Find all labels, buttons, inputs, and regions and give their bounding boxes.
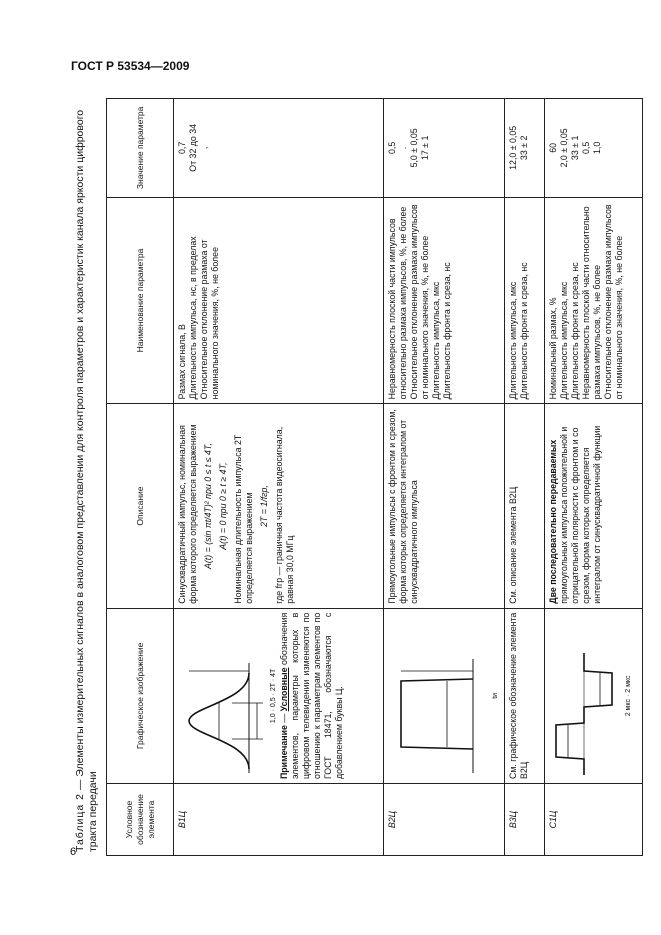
desc-text: Номинальная длительность импульса 2T определяется выражением (233, 434, 254, 604)
row-parameters (545, 197, 643, 404)
row-code: В1Ц (174, 784, 384, 856)
graphic-label-half: 0,5 (270, 697, 277, 708)
caption-label: Таблица 2 (74, 793, 86, 852)
value-item: 5,0 ± 0,05 (409, 128, 419, 168)
value-item: 2,0 ± 0,05 (559, 128, 569, 168)
table-row (384, 99, 505, 856)
value-item: 0,7 (177, 141, 187, 154)
parameters-table (106, 98, 643, 856)
row-values (174, 99, 384, 198)
row-description: См. описание элемента В2Ц (505, 404, 545, 608)
desc-text: где fгр — граничная частота видеосигнала, равная 30,0 МГц (274, 426, 295, 604)
value-item: 0,5 (581, 141, 591, 154)
desc-bold: Две последовательно передаваемых (548, 439, 558, 604)
param-item: Длительность импульса, мкс (431, 281, 441, 400)
param-item: Неравномерность плоской части относительно размаха импульсов, %, не более (581, 206, 602, 400)
graphic-label-duration: tи (492, 692, 499, 699)
col-header-description: Описание (107, 404, 174, 608)
row-code: С1Ц (545, 784, 643, 856)
value-item: От 32 до 34 (188, 123, 198, 172)
note-dash: — (279, 713, 289, 723)
graphic-label-2t: 2T (270, 683, 277, 692)
param-item: Длительность фронта и среза, нс (442, 262, 452, 400)
desc-text: прямоугольных импульса положительной и отрицательной полярности с фронтом и со срезом, форма которых определяется интегралом от синусквадратичной функции (559, 425, 602, 604)
col-header-code: Условное обозначение элемента (107, 784, 174, 856)
rotated-table-page (72, 96, 632, 856)
col-header-graphic: Графическое изображение (107, 608, 174, 783)
formula-2: A(t) = 0 при 0 ≥ t ≥ 4T, (218, 462, 228, 550)
param-item: Длительность импульса, нс, в пределах (188, 236, 198, 400)
value-item: 60 (548, 142, 558, 153)
page-number: 6 (70, 846, 77, 858)
table-row (545, 99, 643, 856)
row-graphic: 1,0 · 0,5 · 2T · 4T Примечание — Условные обозначения элементов, параметры которых в цифровом телевидении изменяются по отношению к параметрам элементов по ГОСТ 18471, обозначаются с добавлением буквы Ц. (174, 608, 384, 783)
row-parameters (505, 197, 545, 404)
table-caption (74, 107, 100, 852)
row-values (505, 99, 545, 198)
row-description (174, 404, 384, 608)
formula-1: A(t) = (sin πt/4T)² при 0 ≤ t ≤ 4T, (203, 443, 213, 569)
row-graphic (384, 608, 505, 783)
graphic-label-pulse-2: 2 мкс (625, 675, 632, 693)
param-item: Длительность фронта и среза, нс (570, 262, 580, 400)
row-parameters (384, 197, 505, 404)
document-header: ГОСТ Р 53534—2009 (71, 59, 190, 73)
row-description: Прямоугольные импульсы с фронтом и срезом, форма которых определяется интегралом от синусквадратичного импульса (384, 404, 505, 608)
note-text: обозначения элементов, параметры которых в цифровом телевидении изменяются по отношению к параметрам элементов по ГОСТ 18471, обозначаются с добавлением буквы Ц. (279, 612, 344, 780)
graphic-label-amplitude: 1,0 (270, 713, 277, 724)
param-item: Длительность фронта и среза, нс (519, 262, 529, 400)
row-code: В2Ц (384, 784, 505, 856)
param-item: Длительность импульса, мкс (508, 281, 518, 400)
sine-squared-pulse-graphic (177, 649, 265, 779)
value-item: 1,0 (592, 141, 602, 154)
table-header-row (107, 99, 174, 856)
param-item: Относительное отклонение размаха импульсов от номинального значения, %, не более (603, 204, 624, 400)
graphic-label-pulse-1: 2 мкс (625, 698, 632, 717)
value-item: . (398, 146, 408, 150)
formula-3: 2T = 1/fгр, (259, 485, 269, 527)
note-bold: Условные (279, 667, 289, 712)
bipolar-pulse-graphic (548, 649, 620, 779)
rectangular-pulse-graphic (387, 649, 487, 779)
value-item: 12,0 ± 0,05 (508, 125, 518, 170)
col-header-value: Значение параметра (107, 99, 174, 198)
param-item: Номинальный размах, % (548, 297, 558, 400)
row-graphic: См. графическое обозначение элемента В2Ц (505, 608, 545, 783)
param-item: Относительное отклонение размаха импульсов от номинального значения, %, не более (409, 204, 430, 400)
row-parameters (174, 197, 384, 404)
table-row (505, 99, 545, 856)
param-item: Относительное отклонение размаха от номинального значения, %, не более (199, 239, 220, 400)
row-graphic: 2 мкс · 2 мкс (545, 608, 643, 783)
graphic-label-4t: 4T (270, 668, 277, 677)
col-header-parameter: Наименование параметра (107, 197, 174, 404)
value-item: 17 ± 1 (420, 135, 430, 161)
row-values (545, 99, 643, 198)
table-row (174, 99, 384, 856)
value-item: 0,5 (387, 141, 397, 154)
row-description (545, 404, 643, 608)
value-item: 33 ± 2 (519, 135, 529, 161)
row-values (384, 99, 505, 198)
caption-text: — Элементы измерительных сигналов в аналоговом представлении для контроля параметров и характеристик канала яркости цифрового тракта передачи (74, 109, 99, 852)
table-note (279, 613, 345, 779)
value-item: 33 ± 1 (570, 135, 580, 161)
note-label: Примечание (279, 725, 289, 780)
param-item: Неравномерность плоской части импульсов относительно размаха импульсов, %, не более (387, 206, 408, 400)
value-item: , (199, 146, 209, 150)
param-item: Длительность импульса, мкс (559, 281, 569, 400)
row-code: В3Ц (505, 784, 545, 856)
param-item: Размах сигнала, В (177, 324, 187, 400)
desc-text: Синусквадратичный импульс, номинальная форма которого определяется выражением (177, 424, 198, 604)
